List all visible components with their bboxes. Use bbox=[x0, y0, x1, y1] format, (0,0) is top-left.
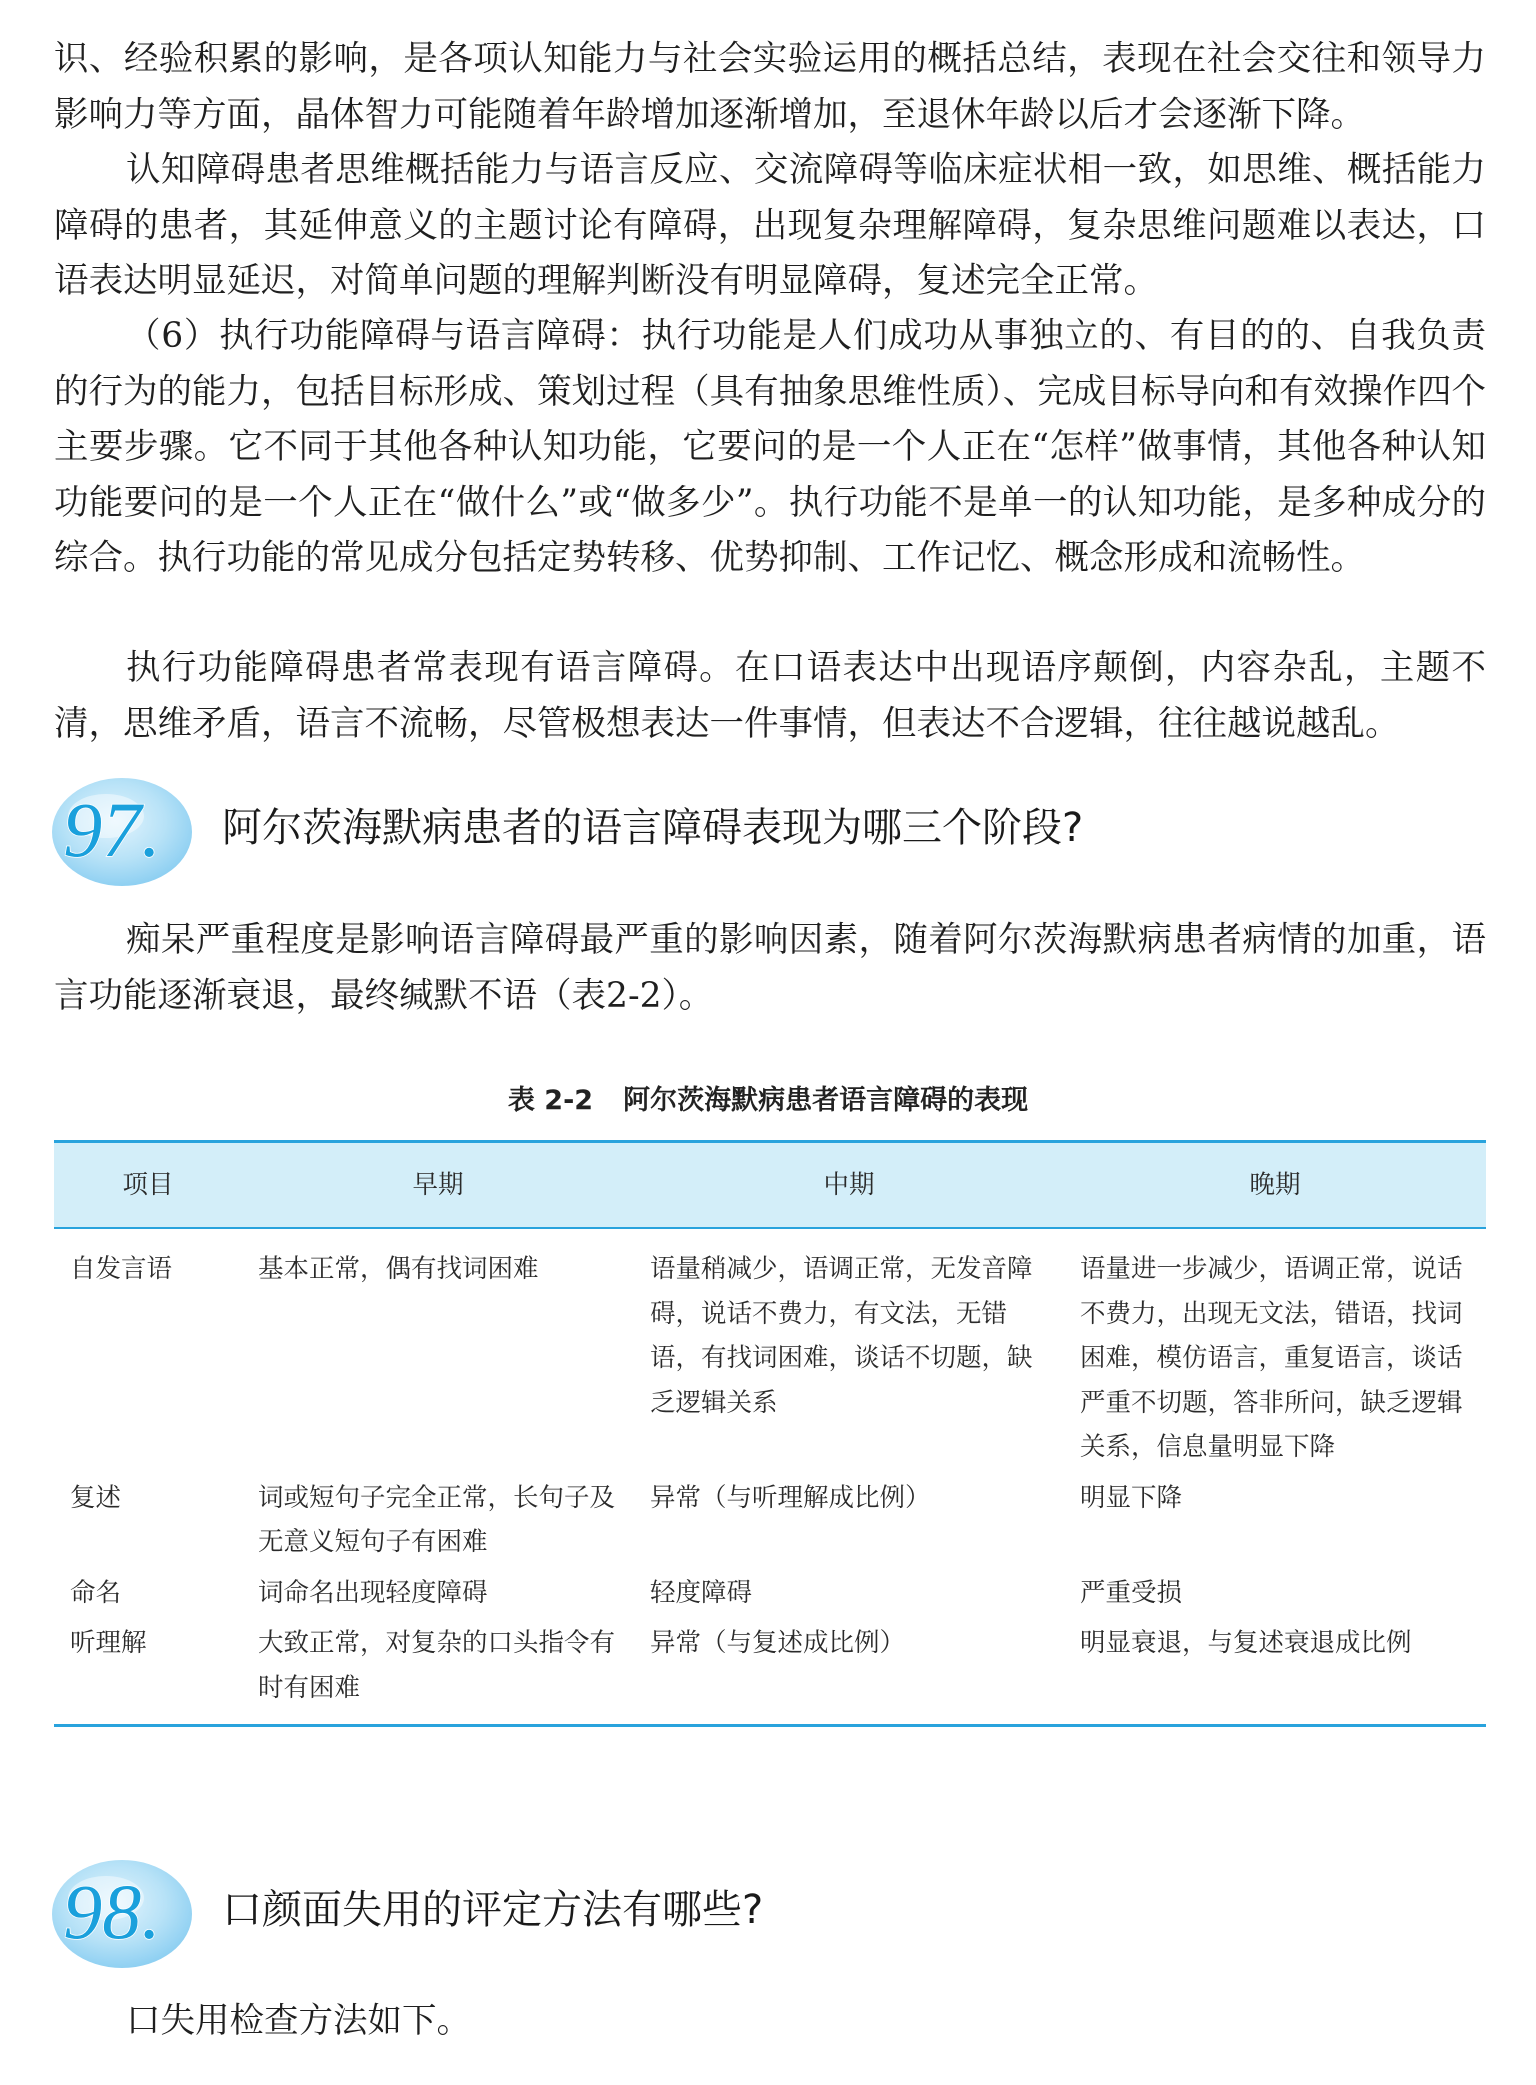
table-cell: 明显衰退，与复述衰退成比例 bbox=[1080, 1628, 1412, 1658]
table-cell: 严重受损 bbox=[1080, 1577, 1183, 1608]
table-row bbox=[54, 1470, 1486, 1565]
table-caption-title: 阿尔茨海默病患者语言障碍的表现 bbox=[623, 1085, 1029, 1116]
table-cell: 轻度障碍 bbox=[650, 1577, 753, 1608]
table-cell: 命名 bbox=[70, 1577, 122, 1608]
table-cell: 异常（与听理解成比例） bbox=[650, 1482, 931, 1513]
table-cell: 词命名出现轻度障碍 bbox=[258, 1577, 488, 1608]
paragraph-executive-dysfunction-language: 执行功能障碍患者常表现有语言障碍。在口语表达中出现语序颠倒，内容杂乱，主题不清，思维矛盾，语言不流畅，尽管极想表达一件事情，但表达不合逻辑，往往越说越乱。 bbox=[54, 648, 1486, 744]
table-cell: 基本正常，偶有找词困难 bbox=[258, 1254, 539, 1284]
question-title-97: 阿尔茨海默病患者的语言障碍表现为哪三个阶段? bbox=[222, 805, 1084, 851]
header-early: 早期 bbox=[242, 1142, 634, 1229]
table-cell: 自发言语 bbox=[70, 1254, 173, 1284]
table-cell: 语量进一步减少，语调正常，说话不费力，出现无文法，错语，找词困难，模仿语言，重复语言，谈话严重不切题，答非所问，缺乏逻辑关系，信息量明显下降 bbox=[1080, 1254, 1463, 1462]
question-97-heading bbox=[50, 772, 1490, 912]
table-cell: 语量稍减少，语调正常，无发音障碍，说话不费力，有文法，无错语，有找词困难，谈话不切题，缺乏逻辑关系 bbox=[650, 1254, 1033, 1418]
table-cell: 大致正常，对复杂的口头指令有时有困难 bbox=[258, 1628, 616, 1703]
header-late: 晚期 bbox=[1064, 1142, 1486, 1229]
language-disorder-table bbox=[54, 1140, 1486, 1727]
table-cell: 词或短句子完全正常，长句子及无意义短句子有困难 bbox=[258, 1482, 616, 1557]
table-cell: 明显下降 bbox=[1080, 1482, 1183, 1513]
table-header-row bbox=[54, 1142, 1486, 1229]
table-row bbox=[54, 1565, 1486, 1616]
header-middle: 中期 bbox=[634, 1142, 1064, 1229]
paragraph-cognitive-impairment: 认知障碍患者思维概括能力与语言反应、交流障碍等临床症状相一致，如思维、概括能力障碍的患者，其延伸意义的主题讨论有障碍，出现复杂理解障碍，复杂思维问题难以表达，口语表达明显延迟，对简单问题的理解判断没有明显障碍，复述完全正常。 bbox=[54, 150, 1486, 301]
table-cell: 复述 bbox=[70, 1482, 122, 1513]
paragraph-executive-function: （6）执行功能障碍与语言障碍：执行功能是人们成功从事独立的、有目的的、自我负责的行为的能力，包括目标形成、策划过程（具有抽象思维性质）、完成目标导向和有效操作四个主要步骤。它不同于其他各种认知功能，它要问的是一个人正在“怎样”做事情，其他各种认知功能要问的是一个人正在“做什么”或“做多少”。执行功能不是单一的认知功能，是多种成分的综合。执行功能的常见成分包括定势转移、优势抑制、工作记忆、概念形成和流畅性。 bbox=[54, 316, 1486, 578]
paragraph-q97-intro: 痴呆严重程度是影响语言障碍最严重的影响因素，随着阿尔茨海默病患者病情的加重，语言功能逐渐衰退，最终缄默不语（表2-2）。 bbox=[54, 920, 1486, 1016]
table-row bbox=[54, 1228, 1486, 1470]
question-98-heading bbox=[50, 1854, 1490, 1994]
question-title-98: 口颜面失用的评定方法有哪些? bbox=[222, 1887, 764, 1933]
table-caption-number: 表 2-2 bbox=[507, 1085, 594, 1116]
table-row bbox=[54, 1615, 1486, 1726]
table-caption bbox=[0, 1081, 1536, 1121]
paragraph-crystal-intelligence: 识、经验积累的影响，是各项认知能力与社会实验运用的概括总结，表现在社会交往和领导力影响力等方面，晶体智力可能随着年龄增加逐渐增加，至退休年龄以后才会逐渐下降。 bbox=[54, 39, 1486, 135]
table-cell: 听理解 bbox=[70, 1628, 147, 1658]
question-number-badge-97 bbox=[50, 772, 202, 890]
question-number-98: 98. bbox=[63, 1868, 161, 1955]
header-item: 项目 bbox=[54, 1142, 242, 1229]
paragraph-q98-intro: 口失用检查方法如下。 bbox=[126, 2001, 471, 2041]
question-number-97: 97. bbox=[63, 786, 161, 873]
question-number-badge-98 bbox=[50, 1854, 202, 1972]
table-cell: 异常（与复述成比例） bbox=[650, 1628, 906, 1658]
